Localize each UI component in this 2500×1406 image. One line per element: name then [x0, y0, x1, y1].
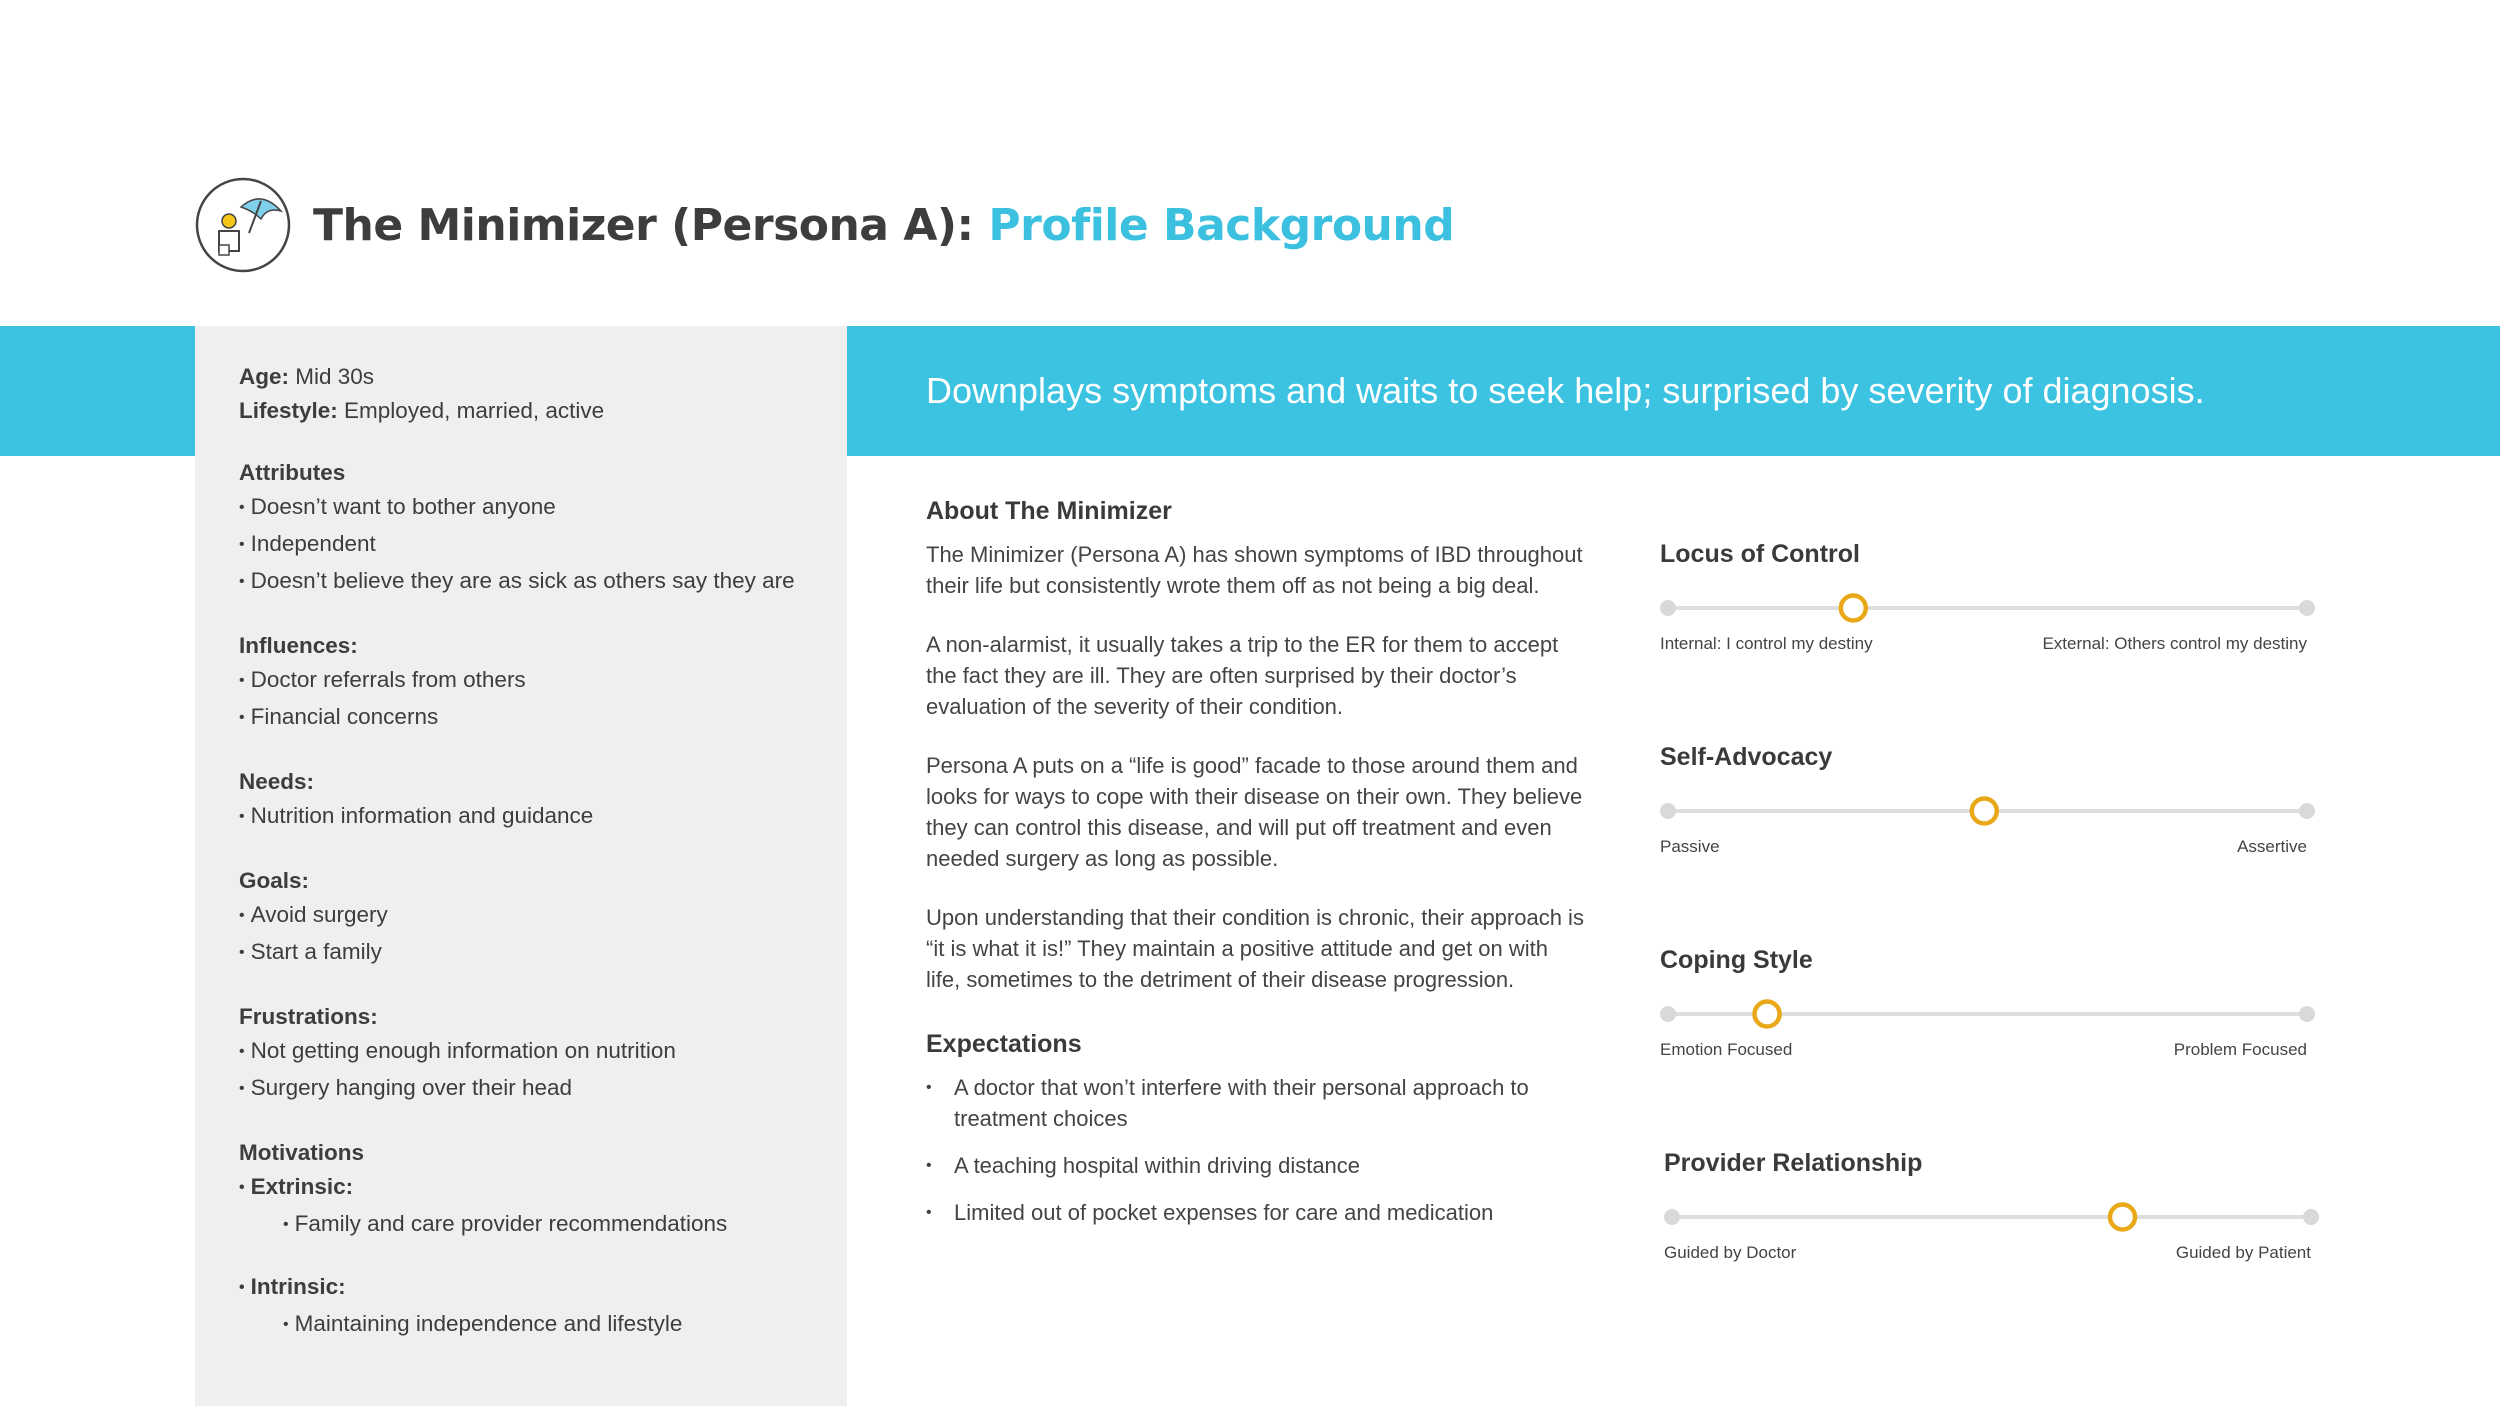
- about-paragraph: Persona A puts on a “life is good” facade to those around them and looks for ways to cope with their disease on their own. They believe they can control this disease, and will put off treatment and even needed surgery as long as possible.: [926, 753, 1583, 871]
- scale-track: [1660, 791, 2315, 831]
- needs-title: Needs:: [239, 769, 315, 794]
- scale-marker: [1972, 799, 1997, 824]
- scale-start-dot: [1660, 803, 1676, 819]
- list-item: • Limited out of pocket expenses for care and medication: [926, 1197, 1586, 1228]
- scale-start-dot: [1664, 1209, 1680, 1225]
- list-item: • Doesn’t want to bother anyone: [239, 490, 819, 527]
- scale-provider-relationship: [1664, 1149, 2319, 1352]
- lifestyle-label: Lifestyle:: [239, 398, 338, 423]
- expectations-title: Expectations: [926, 1030, 1082, 1058]
- title-accent: Profile Background: [988, 199, 1455, 251]
- influences-title: Influences:: [239, 633, 358, 658]
- list-item: • Family and care provider recommendations: [283, 1207, 819, 1244]
- scale-left-label: Internal: I control my destiny: [1660, 634, 1873, 653]
- list-item: • Doctor referrals from others: [239, 663, 819, 700]
- scale-locus-of-control: [1660, 540, 2315, 743]
- age-label: Age:: [239, 364, 289, 389]
- about-paragraph: A non-alarmist, it usually takes a trip to the ER for them to accept the fact they are ill. They are often surprised by their doctor’s evaluation of the severity of their condition.: [926, 632, 1559, 719]
- profile-sidebar: [195, 326, 847, 1406]
- list-item: • Surgery hanging over their head: [239, 1071, 819, 1108]
- extrinsic-label: • Extrinsic:: [239, 1170, 819, 1207]
- attributes-section: [239, 456, 819, 601]
- page-header: [195, 170, 1454, 280]
- goals-section: [239, 864, 819, 972]
- scale-track: [1664, 1197, 2319, 1237]
- scale-marker: [2110, 1205, 2135, 1230]
- scale-left-label: Guided by Doctor: [1664, 1243, 1797, 1262]
- frustrations-section: [239, 1000, 819, 1108]
- frustrations-title: Frustrations:: [239, 1004, 378, 1029]
- scale-marker: [1755, 1002, 1780, 1027]
- scale-right-label: External: Others control my destiny: [2042, 634, 2307, 653]
- tagline: Downplays symptoms and waits to seek help; surprised by severity of diagnosis.: [926, 370, 2205, 411]
- list-item: • Doesn’t believe they are as sick as others say they are: [239, 564, 819, 601]
- lifestyle-value: Employed, married, active: [344, 398, 605, 423]
- scale-coping-style: [1660, 946, 2315, 1149]
- age-value: Mid 30s: [295, 364, 375, 389]
- scale-end-dot: [2299, 803, 2315, 819]
- about-paragraph: Upon understanding that their condition is chronic, their approach is “it is what it is!” They maintain a positive attitude and get on with life, sometimes to the detriment of their disease progression.: [926, 905, 1584, 992]
- list-item: • A doctor that won’t interfere with their personal approach to treatment choices: [926, 1072, 1586, 1134]
- scale-title: Self-Advocacy: [1660, 743, 1833, 771]
- list-item: • Start a family: [239, 935, 819, 972]
- list-item: • A teaching hospital within driving distance: [926, 1150, 1586, 1181]
- list-item: • Nutrition information and guidance: [239, 799, 819, 836]
- scale-title: Coping Style: [1660, 946, 1813, 974]
- expectations-list: [926, 1072, 1586, 1228]
- influences-section: [239, 629, 819, 737]
- motivations-section: [239, 1136, 819, 1344]
- intrinsic-label: • Intrinsic:: [239, 1270, 819, 1307]
- list-item: • Financial concerns: [239, 700, 819, 737]
- list-item: • Avoid surgery: [239, 898, 819, 935]
- scale-track: [1660, 994, 2315, 1034]
- scale-right-label: Guided by Patient: [2175, 1243, 2311, 1262]
- title-main: The Minimizer (Persona A):: [313, 199, 989, 251]
- list-item: • Maintaining independence and lifestyle: [283, 1307, 819, 1344]
- scale-start-dot: [1660, 1006, 1676, 1022]
- umbrella-person-icon: [195, 177, 291, 273]
- scale-title: Provider Relationship: [1664, 1149, 1923, 1177]
- about-paragraph: The Minimizer (Persona A) has shown symptoms of IBD throughout their life but consistently wrote them off as not being a big deal.: [926, 542, 1583, 598]
- scale-self-advocacy: [1660, 743, 2315, 946]
- scale-right-label: Problem Focused: [2173, 1040, 2307, 1059]
- scale-left-label: Passive: [1660, 837, 1720, 856]
- lifestyle-row: [239, 394, 819, 428]
- scale-end-dot: [2299, 1006, 2315, 1022]
- goals-title: Goals:: [239, 868, 310, 893]
- attributes-title: Attributes: [239, 460, 346, 485]
- motivations-title: Motivations: [239, 1140, 365, 1165]
- scale-left-label: Emotion Focused: [1660, 1040, 1793, 1059]
- scale-title: Locus of Control: [1660, 540, 1860, 568]
- scale-marker: [1841, 596, 1866, 621]
- persona-scales: [1660, 540, 2315, 1352]
- list-item: • Not getting enough information on nutrition: [239, 1034, 819, 1071]
- scale-end-dot: [2303, 1209, 2319, 1225]
- scale-right-label: Assertive: [2237, 837, 2307, 856]
- scale-track: [1660, 588, 2315, 628]
- about-section: [926, 496, 1586, 1244]
- scale-end-dot: [2299, 600, 2315, 616]
- page-title: [313, 200, 1454, 251]
- list-item: • Independent: [239, 527, 819, 564]
- age-row: [239, 360, 819, 394]
- scale-start-dot: [1660, 600, 1676, 616]
- about-title: About The Minimizer: [926, 497, 1172, 525]
- needs-section: [239, 765, 819, 836]
